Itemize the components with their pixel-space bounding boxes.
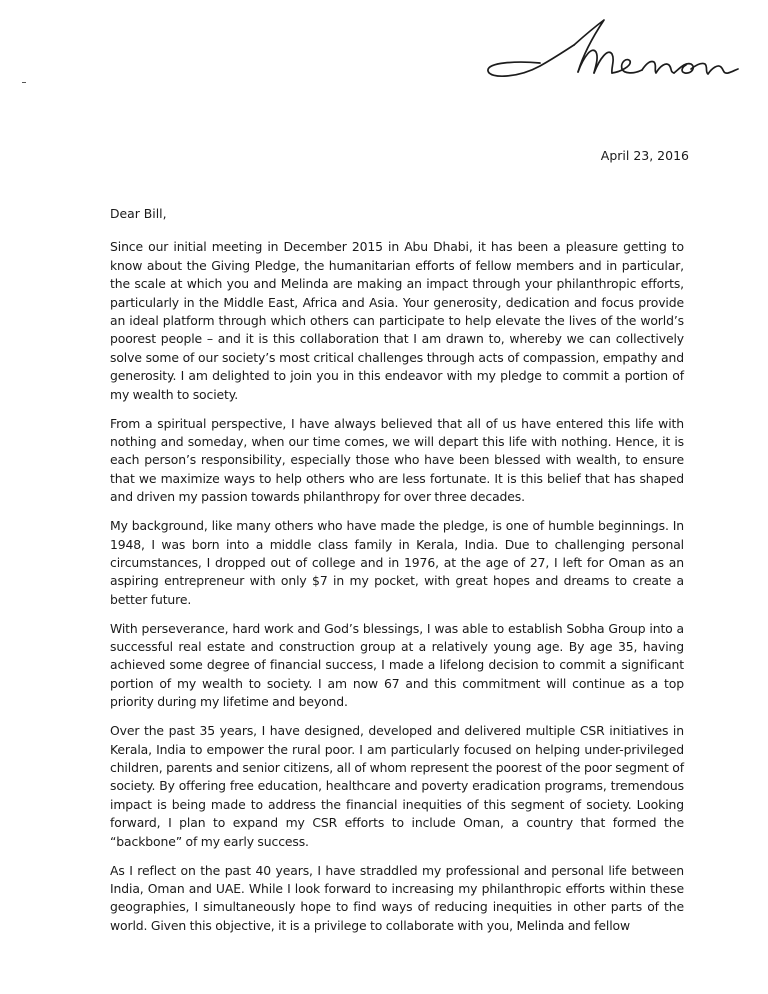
letter-paragraph: Since our initial meeting in December 2015 in Abu Dhabi, it has been a pleasure getting to know about the Giving Pledge, the humanitarian efforts of fellow members and in particular, the scale at which you and Melinda are making an impact through your philanthropic efforts, particularly in the Middle East, Africa and Asia. Your generosity, dedication and focus provide an ideal platform through which others can participate to help elevate the lives of the world’s poorest people – and it is this collaboration that I am drawn to, whereby we can collectively solve some of our society’s most critical challenges through acts of compassion, empathy and generosity. I am delighted to join you in this endeavor with my pledge to commit a portion of my wealth to society. [110, 239, 684, 402]
letter-paragraph: From a spiritual perspective, I have always believed that all of us have entered this life with nothing and someday, when our time comes, we will depart this life with nothing. Hence, it is each person’s responsibility, especially those who have been blessed with wealth, to ensure that we maximize ways to help others who are less fortunate. It is this belief that has shaped and driven my passion towards philanthropy for over three decades. [110, 415, 684, 505]
salutation: Dear Bill, [110, 206, 167, 221]
letter-body [110, 205, 684, 935]
scan-speck [22, 82, 26, 83]
handwritten-signature [470, 12, 740, 102]
signature-header [470, 12, 740, 102]
letter-paragraph: As I reflect on the past 40 years, I have straddled my professional and personal life between India, Oman and UAE. While I look forward to increasing my philanthropic efforts within these geographies, I simultaneously hope to find ways of reducing inequities in other parts of the world. Given this objective, it is a privilege to collaborate with you, Melinda and fellow [110, 862, 684, 933]
letter-paragraph: Over the past 35 years, I have designed, developed and delivered multiple CSR initiatives in Kerala, India to empower the rural poor. I am particularly focused on helping under-privileged children, parents and senior citizens, all of whom represent the poorest of the poor segment of society. By offering free education, healthcare and poverty eradication programs, tremendous impact is being made to address the financial inequities of this segment of society. Looking forward, I plan to expand my CSR efforts to include Oman, a country that formed the “backbone” of my early success. [110, 723, 684, 849]
letter-paragraph: With perseverance, hard work and God’s blessings, I was able to establish Sobha Group into a successful real estate and construction group at a relatively young age. By age 35, having achieved some degree of financial success, I made a lifelong decision to commit a significant portion of my wealth to society. I am now 67 and this commitment will continue as a top priority during my lifetime and beyond. [110, 620, 684, 710]
letter-paragraph: My background, like many others who have made the pledge, is one of humble beginnings. In 1948, I was born into a middle class family in Kerala, India. Due to challenging personal circumstances, I dropped out of college and in 1976, at the age of 27, I left for Oman as an aspiring entrepreneur with only $7 in my pocket, with great hopes and dreams to create a better future. [110, 518, 684, 607]
letter-date: April 23, 2016 [600, 148, 689, 163]
